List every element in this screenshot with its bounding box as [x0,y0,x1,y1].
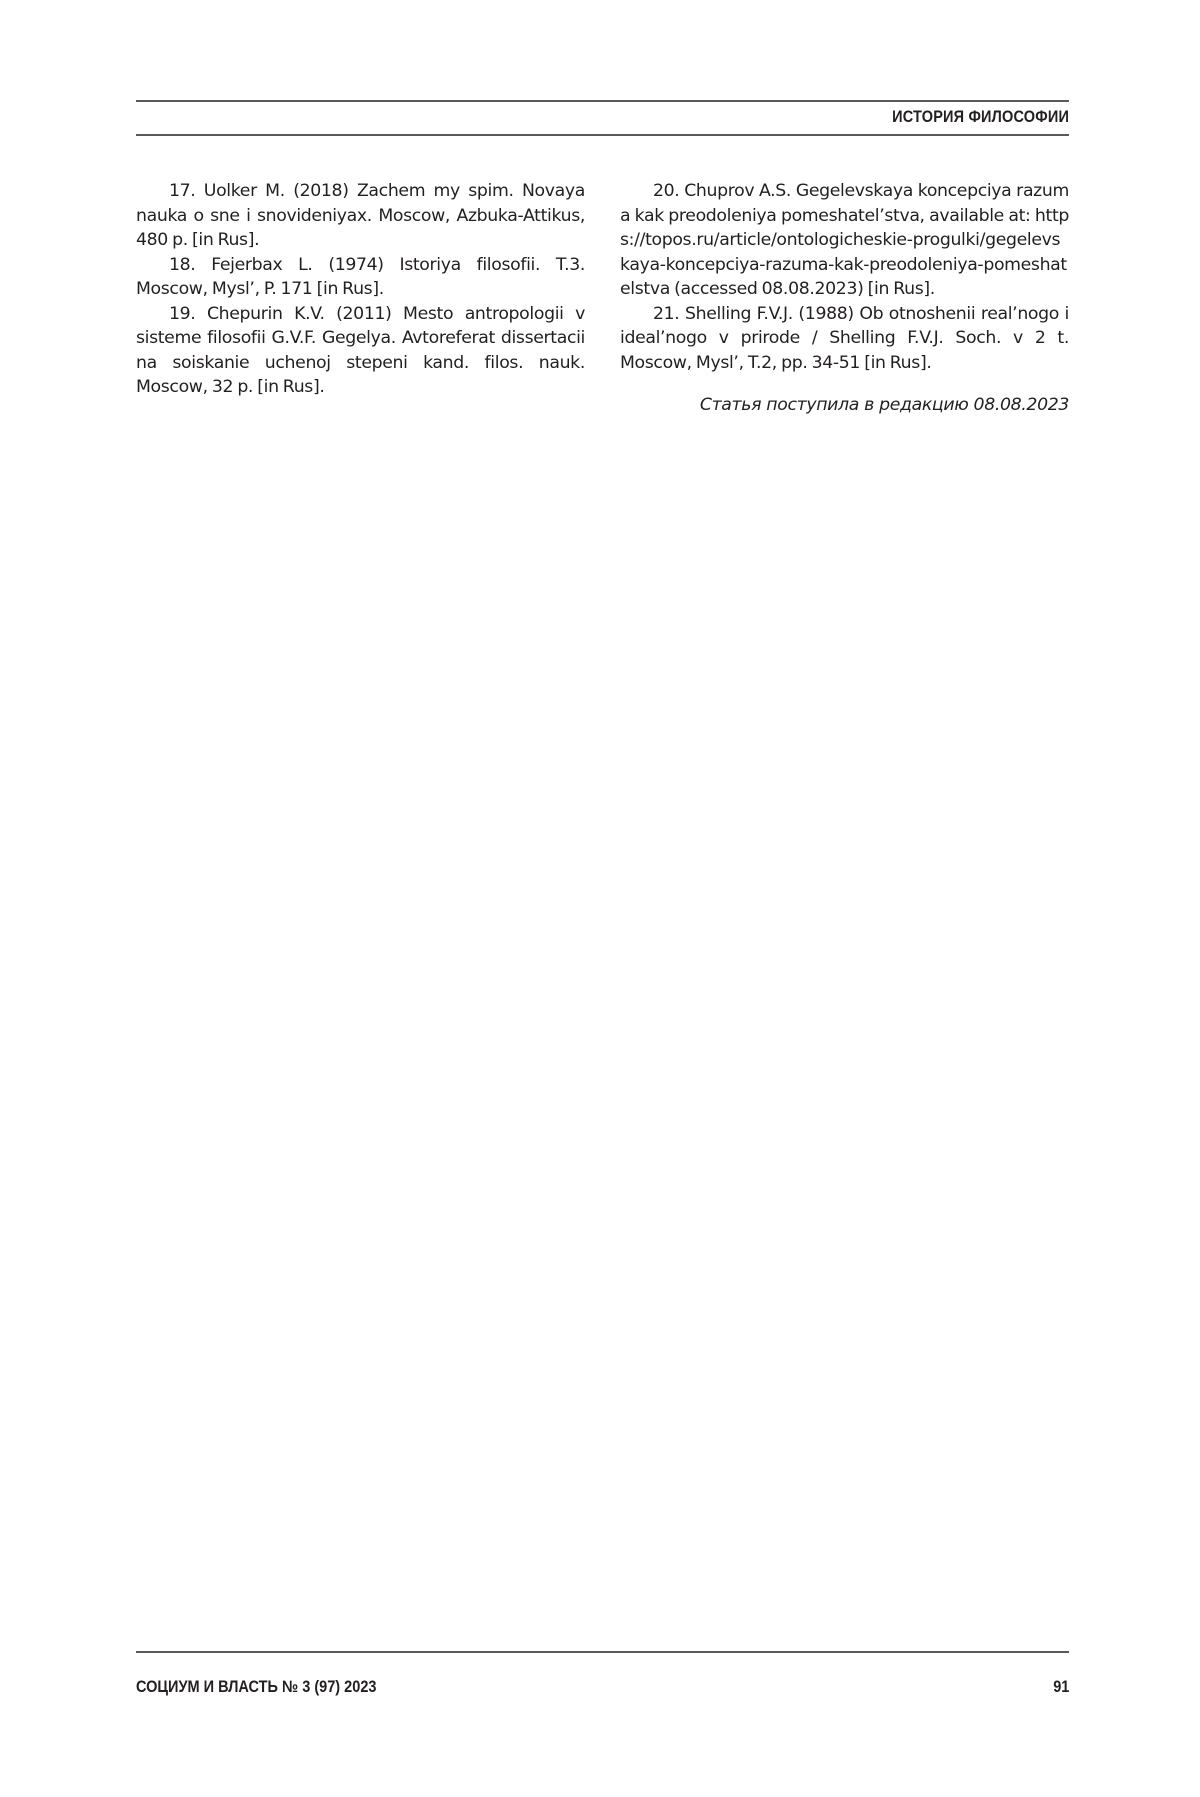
header-top-rule [136,100,1069,102]
header-bottom-rule [136,134,1069,136]
reference-20: 20. Chuprov A.S. Gegelevskaya koncepciya razuma kak preodoleniya pomeshatel’stva, available at: https://topos.ru/article/ontologicheskie-progulki/gegelevskaya-koncepciya-razuma-kak-preodoleniya-pomeshatelstva (accessed 08.08.2023) [in Rus]. [620,181,1069,299]
footer-journal-title: СОЦИУМ И ВЛАСТЬ № 3 (97) 2023 [136,1678,377,1696]
section-title: ИСТОРИЯ ФИЛОСОФИИ [892,108,1069,126]
reference-21: 21. Shelling F.V.J. (1988) Ob otnoshenii real’nogo i ideal’nogo v prirode / Shelling F.V.J. Soch. v 2 t. Moscow, Mysl’, T.2, pp. 34-51 [in Rus]. [620,303,1069,373]
reference-18: 18. Fejerbax L. (1974) Istoriya filosofii. T.3. Moscow, Mysl’, P. 171 [in Rus]. [136,254,585,299]
reference-19: 19. Chepurin K.V. (2011) Mesto antropologii v sisteme filosofii G.V.F. Gegelya. Avtoreferat dissertacii na soiskanie uchenoj stepeni kand. filos. nauk. Moscow, 32 p. [in Rus]. [136,303,585,397]
footer-rule [136,1651,1069,1653]
reference-17: 17. Uolker M. (2018) Zachem my spim. Novaya nauka o sne i snovideniyax. Moscow, Azbuka-Attikus, 480 p. [in Rus]. [136,181,585,250]
page-number: 91 [1052,1678,1069,1696]
references-left-column [136,179,585,400]
received-date-note: Статья поступила в редакцию 08.08.2023 [699,395,1069,415]
references-right-column [620,179,1069,418]
